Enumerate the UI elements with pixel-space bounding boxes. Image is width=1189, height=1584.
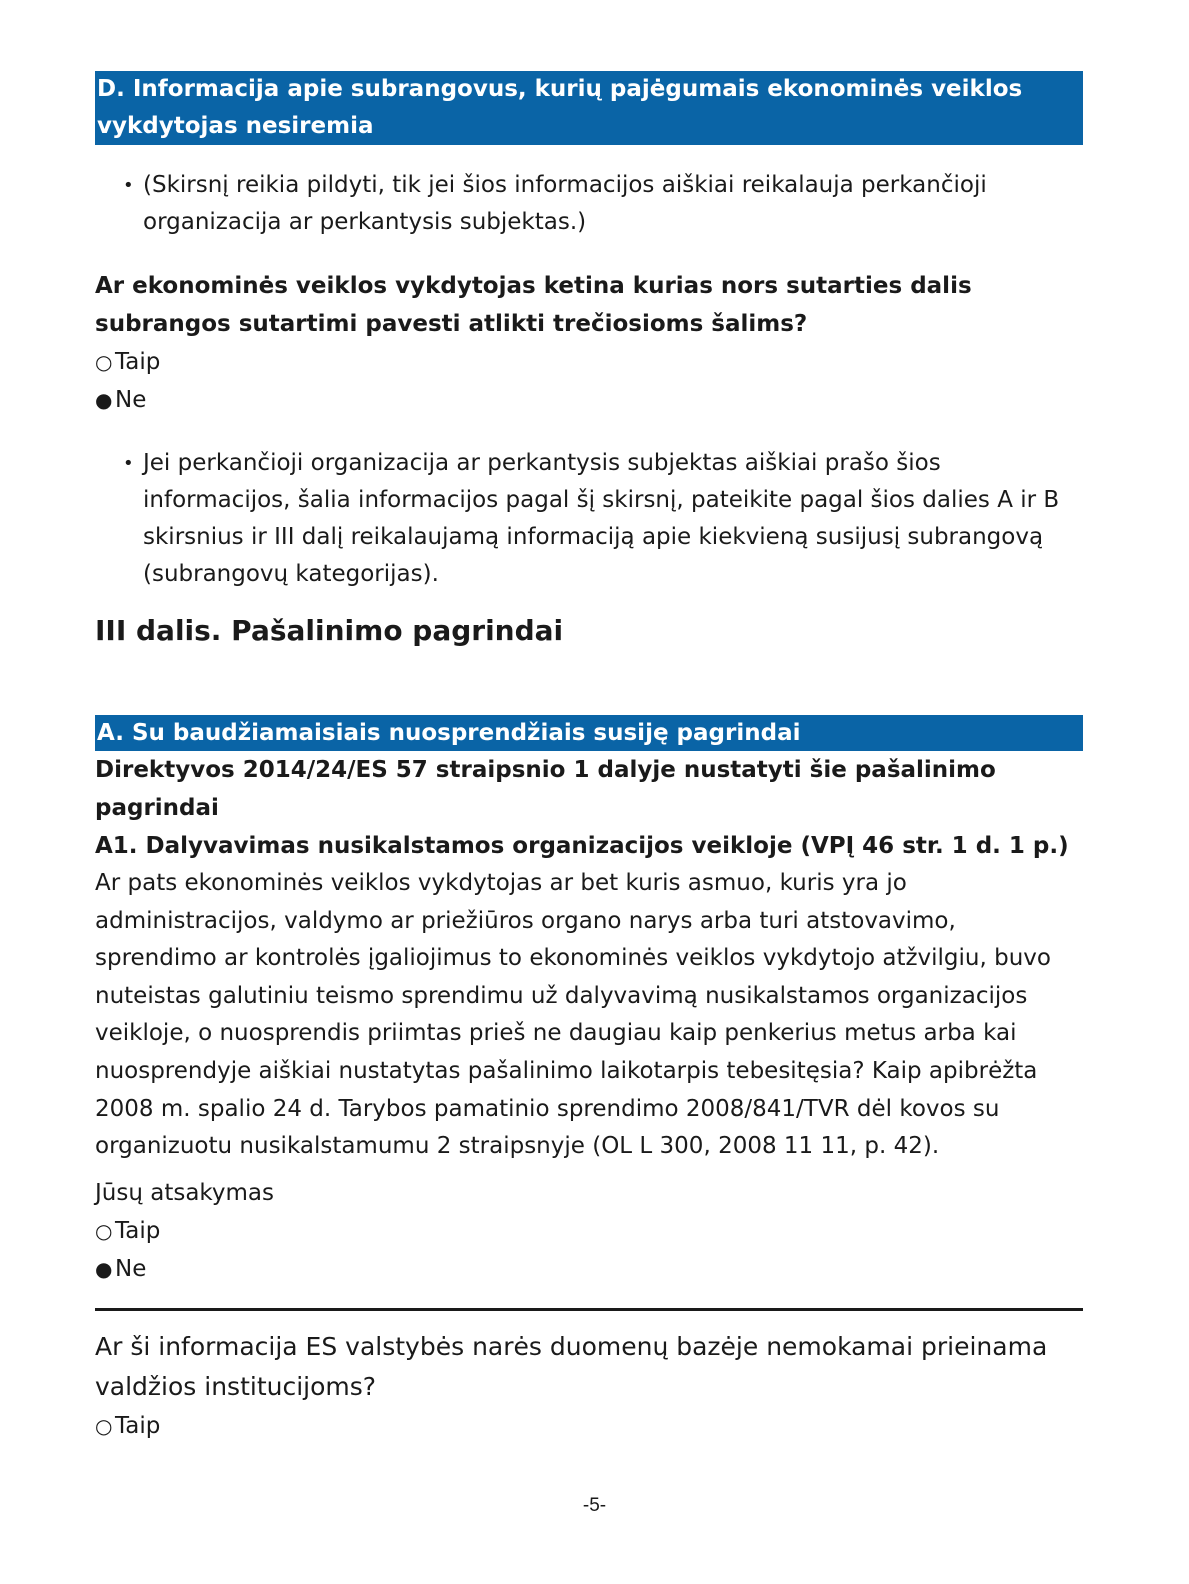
section-d-instruction-list [95,445,1083,593]
bullet-icon: • [123,175,134,196]
radio-selected-icon[interactable]: ● [95,388,113,412]
section-d-note [95,167,1083,241]
page-number: -5- [582,1495,607,1516]
section-d-header: D. Informacija apie subrangovus, kurių pajėgumais ekonominės veiklos vykdytojas nesiremia [95,71,1083,145]
section-a-header: A. Su baudžiamaisiais nuosprendžiais susiję pagrindai [95,715,1083,751]
section-d-instruction-text: Jei perkančioji organizacija ar perkantysis subjektas aiškiai prašo šios informacijos, šalia informacijos pagal šį skirsnį, pateikite pagal šios dalies A ir B skirsnius ir III dalį reikalaujamą informaciją apie kiekvieną susijusį subrangovą (subrangovų kategorijas). [143,450,1060,587]
section-d-note-text: (Skirsnį reikia pildyti, tik jei šios informacijos aiškiai reikalauja perkančioji organizacija ar perkantysis subjektas.) [143,172,987,235]
radio-unselected-icon[interactable]: ○ [95,1413,113,1438]
section-d-note-list [95,167,1083,241]
radio-selected-icon[interactable]: ● [95,1256,113,1281]
a1-option-no[interactable] [95,1250,1083,1288]
database-question: Ar ši informacija ES valstybės narės duomenų bazėje nemokamai prieinama valdžios institucijoms? [95,1331,1048,1401]
section-divider [95,1308,1083,1311]
section-d-instruction [95,445,1083,593]
database-option-yes-label: Taip [115,1412,161,1439]
bullet-icon: • [123,453,134,474]
a1-option-no-label: Ne [115,1255,147,1282]
document-page [95,71,1083,1445]
a1-description: Ar pats ekonominės veiklos vykdytojas ar bet kuris asmuo, kuris yra jo administracijos, valdymo ar priežiūros organo narys arba turi atstovavimo, sprendimo ar kontrolės įgaliojimus to ekonominės veiklos vykdytojo atžvilgiu, buvo nuteistas galutiniu teismo sprendimu už dalyvavimą nusikalstamos organizacijos veikloje, o nuosprendis priimtas prieš ne daugiau kaip penkerius metus arba kai nuosprendyje aiškiai nustatytas pašalinimo laikotarpis tebesitęsia? Kaip apibrėžta 2008 m. spalio 24 d. Tarybos pamatinio sprendimo 2008/841/TVR dėl kovos su organizuotu nusikalstamumu 2 straipsnyje (OL L 300, 2008 11 11, p. 42). [95,870,1051,1160]
database-option-yes[interactable] [95,1407,1083,1445]
part-iii-title: III dalis. Pašalinimo pagrindai [95,614,564,647]
subcontract-option-no[interactable] [95,381,1083,419]
a1-title: A1. Dalyvavimas nusikalstamos organizacijos veikloje (VPĮ 46 str. 1 d. 1 p.) [95,833,1069,859]
radio-unselected-icon[interactable]: ○ [95,1218,113,1243]
a1-option-yes-label: Taip [115,1217,161,1244]
a1-option-yes[interactable] [95,1212,1083,1250]
subcontract-question: Ar ekonominės veiklos vykdytojas ketina kurias nors sutarties dalis subrangos sutartimi pavesti atlikti trečiosioms šalims? [95,273,972,337]
answer-label: Jūsų atsakymas [95,1179,275,1206]
subcontract-option-yes-label: Taip [115,349,161,375]
subcontract-option-yes[interactable] [95,343,1083,381]
radio-unselected-icon[interactable]: ○ [95,350,113,374]
subcontract-option-no-label: Ne [115,387,147,413]
directive-heading: Direktyvos 2014/24/ES 57 straipsnio 1 dalyje nustatyti šie pašalinimo pagrindai [95,757,996,821]
